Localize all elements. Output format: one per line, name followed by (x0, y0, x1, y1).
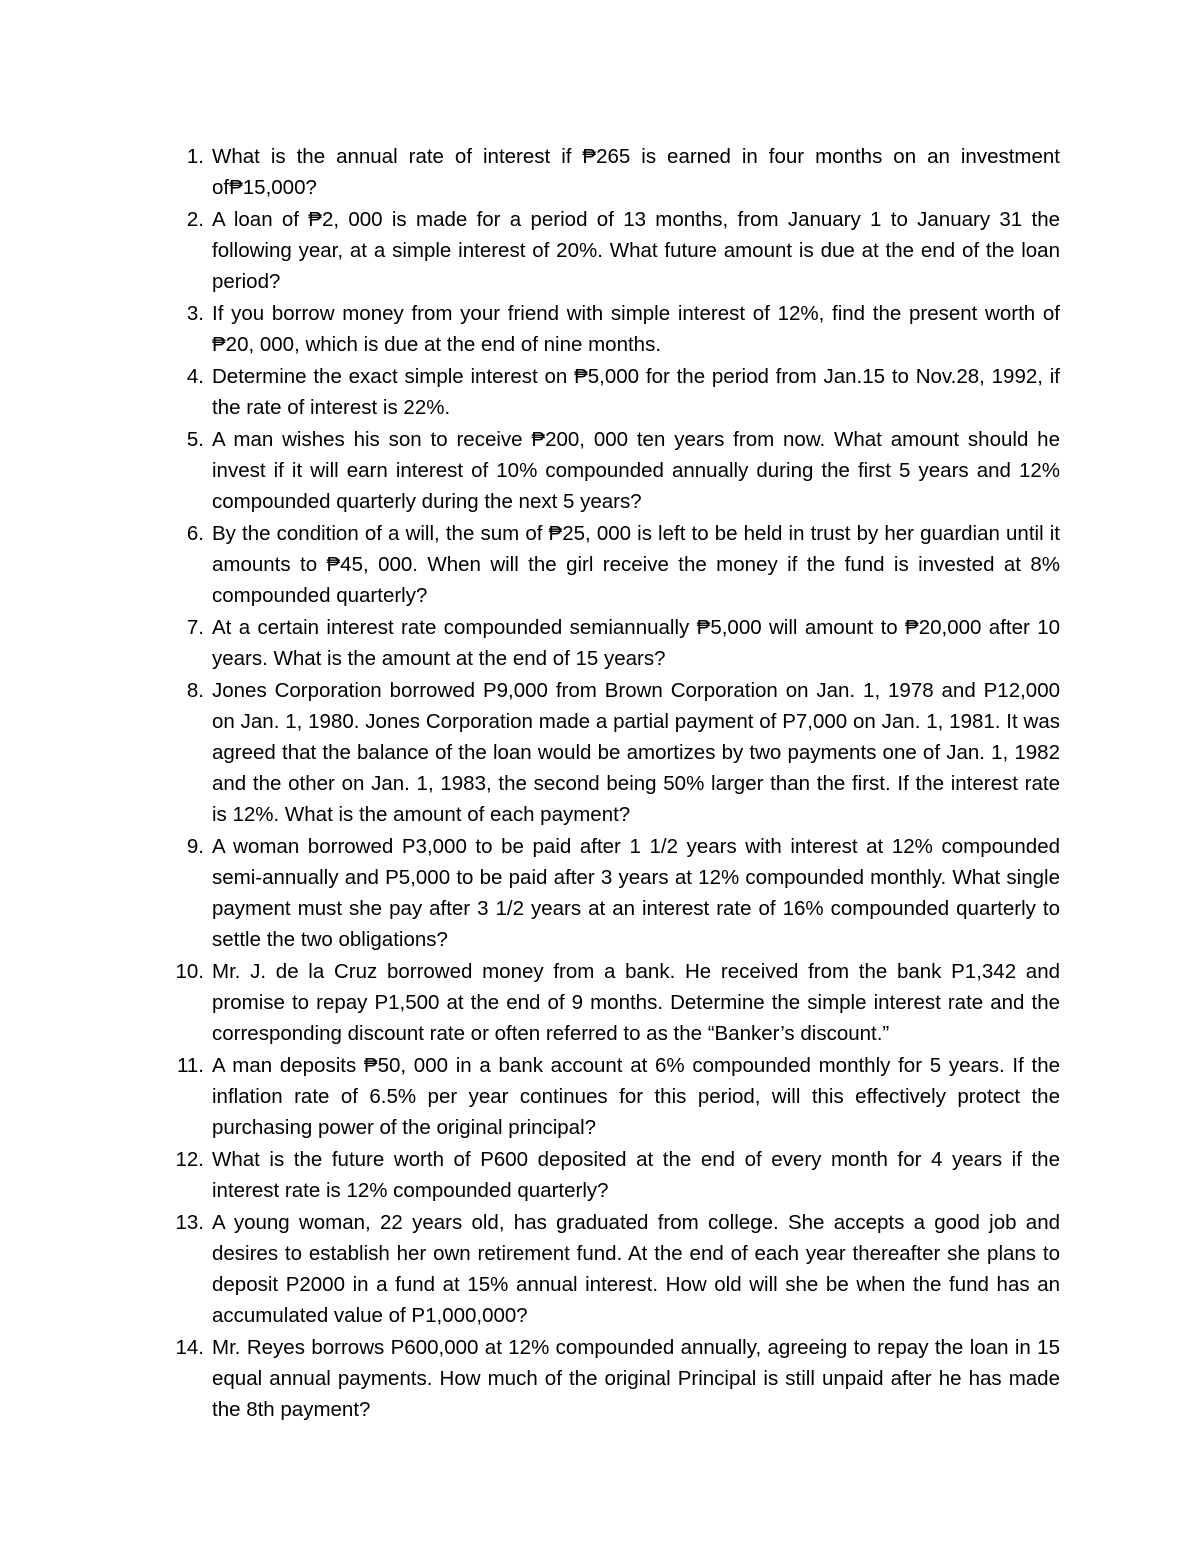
problem-item-8 (160, 675, 1060, 830)
problem-text: A man wishes his son to receive ₱200, 000 ten years from now. What amount should he invest if it will earn interest of 10% compounded annually during the first 5 years and 12% compounded quarterly during the next 5 years? (212, 428, 1060, 513)
problem-text: At a certain interest rate compounded semiannually ₱5,000 will amount to ₱20,000 after 10 years. What is the amount at the end of 15 years? (212, 616, 1060, 670)
problem-item-2 (160, 204, 1060, 297)
problem-number: 7. (186, 616, 204, 639)
problem-text: A loan of ₱2, 000 is made for a period of 13 months, from January 1 to January 31 the following year, at a simple interest of 20%. What future amount is due at the end of the loan period? (212, 208, 1060, 293)
problem-text: A woman borrowed P3,000 to be paid after 1 1/2 years with interest at 12% compounded semi-annually and P5,000 to be paid after 3 years at 12% compounded monthly. What single payment must she pay after 3 1/2 years at an interest rate of 16% compounded quarterly to settle the two obligations? (212, 835, 1060, 951)
problem-number: 14. (175, 1336, 204, 1359)
problem-list (160, 141, 1060, 1426)
problem-item-9 (160, 831, 1060, 955)
problem-item-13 (160, 1207, 1060, 1331)
problem-item-4 (160, 361, 1060, 423)
problem-number: 8. (186, 679, 204, 702)
problem-text: What is the future worth of P600 deposited at the end of every month for 4 years if the interest rate is 12% compounded quarterly? (212, 1148, 1060, 1202)
problem-text: A man deposits ₱50, 000 in a bank account at 6% compounded monthly for 5 years. If the inflation rate of 6.5% per year continues for this period, will this effectively protect the purchasing power of the original principal? (212, 1054, 1060, 1139)
problem-number: 2. (186, 208, 204, 231)
problem-number: 5. (186, 428, 204, 451)
problem-text: A young woman, 22 years old, has graduated from college. She accepts a good job and desires to establish her own retirement fund. At the end of each year thereafter she plans to deposit P2000 in a fund at 15% annual interest. How old will she be when the fund has an accumulated value of P1,000,000? (212, 1211, 1060, 1327)
problem-number: 1. (186, 145, 204, 168)
problem-item-1 (160, 141, 1060, 203)
problem-item-11 (160, 1050, 1060, 1143)
problem-number: 12. (175, 1148, 204, 1171)
problem-text: Mr. J. de la Cruz borrowed money from a bank. He received from the bank P1,342 and promise to repay P1,500 at the end of 9 months. Determine the simple interest rate and the corresponding discount rate or often referred to as the “Banker’s discount.” (212, 960, 1060, 1045)
problem-number: 6. (186, 522, 204, 545)
problem-number: 3. (186, 302, 204, 325)
problem-text: If you borrow money from your friend with simple interest of 12%, find the present worth of ₱20, 000, which is due at the end of nine months. (212, 302, 1060, 356)
problem-text: By the condition of a will, the sum of ₱25, 000 is left to be held in trust by her guardian until it amounts to ₱45, 000. When will the girl receive the money if the fund is invested at 8% compounded quarterly? (212, 522, 1060, 607)
problem-item-10 (160, 956, 1060, 1049)
problem-item-6 (160, 518, 1060, 611)
problem-item-14 (160, 1332, 1060, 1425)
problem-number: 11. (177, 1054, 204, 1077)
problem-number: 4. (186, 365, 204, 388)
problem-item-5 (160, 424, 1060, 517)
problem-number: 13. (175, 1211, 204, 1234)
problem-item-7 (160, 612, 1060, 674)
problem-text: Mr. Reyes borrows P600,000 at 12% compounded annually, agreeing to repay the loan in 15 equal annual payments. How much of the original Principal is still unpaid after he has made the 8th payment? (212, 1336, 1060, 1421)
problem-item-12 (160, 1144, 1060, 1206)
problem-number: 9. (186, 835, 204, 858)
problem-item-3 (160, 298, 1060, 360)
problem-text: What is the annual rate of interest if ₱265 is earned in four months on an investment of₱15,000? (212, 145, 1060, 199)
problem-number: 10. (175, 960, 204, 983)
problem-text: Determine the exact simple interest on ₱5,000 for the period from Jan.15 to Nov.28, 1992, if the rate of interest is 22%. (212, 365, 1060, 419)
problem-text: Jones Corporation borrowed P9,000 from Brown Corporation on Jan. 1, 1978 and P12,000 on Jan. 1, 1980. Jones Corporation made a partial payment of P7,000 on Jan. 1, 1981. It was agreed that the balance of the loan would be amortizes by two payments one of Jan. 1, 1982 and the other on Jan. 1, 1983, the second being 50% larger than the first. If the interest rate is 12%. What is the amount of each payment? (212, 679, 1060, 826)
